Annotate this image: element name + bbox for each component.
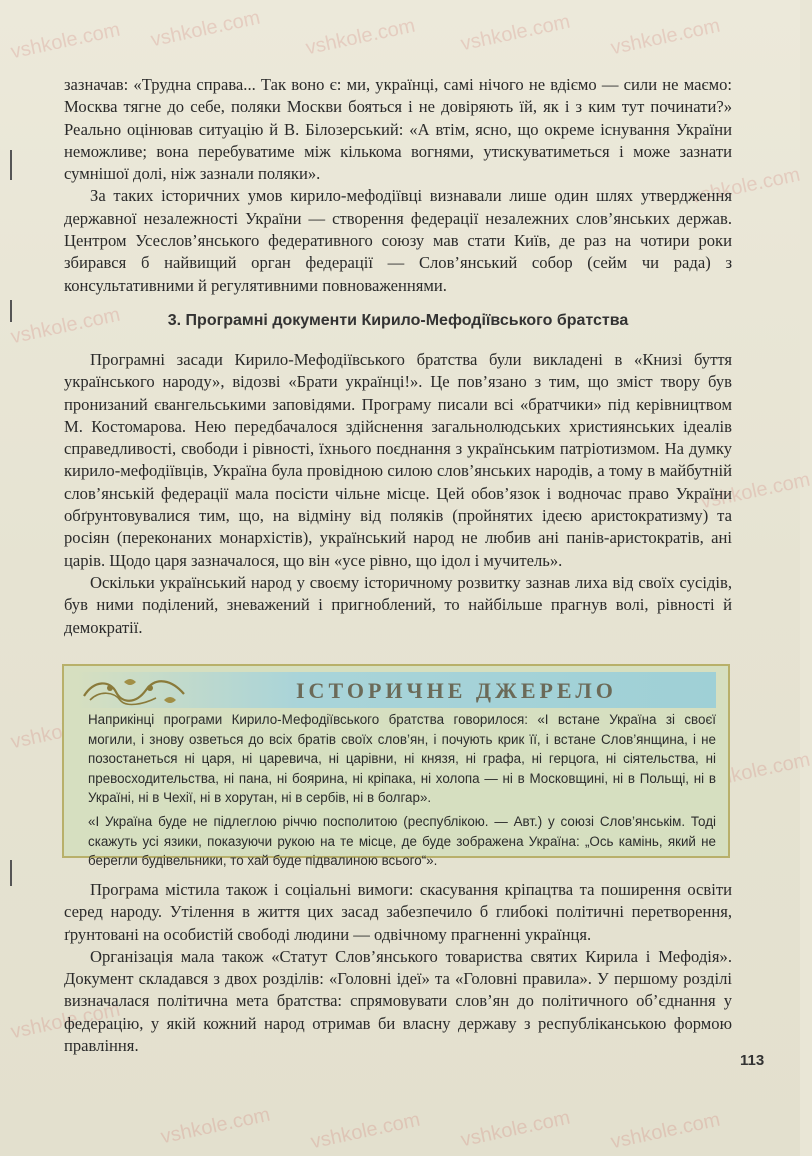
paragraph: зазначав: «Трудна справа... Так воно є: ми, українці, самі нічого не вдіємо — сили не маємо: Москва тягне до себе, поляки Москви бояться і не довіряють їй, як і з ким тут починати?» Реально оцінював ситуацію й В. Білозерський: «А втім, ясно, що окреме існування України неможливе; вона перебуватиме між кількома вогнями, утискуватиметься і може зазнати сумнішої долі, ніж зазнали поляки».: [64, 75, 732, 184]
watermark: vshkole.com: [608, 1108, 723, 1154]
source-quote: «І Україна буде не підлеглою річчю посполитою (республікою. — Авт.) у союзі Слов’янськім. Тоді скажуть усі язики, показуючи рукою на те місце, де буде зображена Україна: „Ось камінь, який не берегли будівельники, то хай буде підвалиною всього“».: [88, 813, 716, 869]
paragraph: Оскільки український народ у своєму історичному розвитку зазнав лиха від своїх сусідів, був ними поділений, зневажений і пригноблений, то найбільше прагнув волі, рівності й демократії.: [64, 572, 732, 637]
paragraph: Програмні засади Кирило-Мефодіївського братства були викладені в «Книзі буття українського народу», відозві «Брати українці!». Це пов’язано з тим, що зміст твору був пронизаний євангельськими заповідями. Програму писали всі «братчики» під керівництвом М. Костомарова. Нею передбачалося здійснення загальнолюдських християнських ідеалів справедливості, свободи і рівності, їхнього поєднання з українським патріотизмом. На думку кирило-мефодіївців, Україна була провідною силою слов’янських народів, а тому в майбутній слов’янській федерації мала посісти чільне місце. Цей обов’язок і водночас право України обґрунтовувалися тим, що, на відміну від поляків (пройнятих ідеєю аристократизму) та росіян (переконаних монархістів), український народ не любив ані панів-аристократів, ані царів. Щодо царя зазначалося, що він «усе рівно, що ідол і мучитель».: [64, 350, 732, 570]
source-title: ІСТОРИЧНЕ ДЖЕРЕЛО: [296, 678, 617, 703]
ornament-icon: [80, 674, 190, 708]
page-edge-mark: [10, 300, 12, 322]
paragraph: За таких історичних умов кирило-мефодіївці визнавали лише один шлях утвердження державної незалежності України — створення федерації незалежних слов’янських держав. Центром Усеслов’янського федеративного союзу мав стати Київ, де раз на чотири роки збирався б найвищий орган федерації — Слов’янський собор (сейм чи рада) з консультативними й регулятивними повноваженнями.: [64, 186, 732, 295]
source-header: [76, 672, 716, 708]
paragraph: Програма містила також і соціальні вимоги: скасування кріпацтва та поширення освіти серед народу. Утілення в життя цих засад забезпечило б глибокі політичні перетворення, ґрунтовані на особистій свободі людини — одвічному прагненні українця.: [64, 880, 732, 944]
page-edge-mark: [10, 150, 12, 180]
watermark: vshkole.com: [8, 18, 123, 64]
text-block-bottom: [64, 879, 732, 1057]
page-number: 113: [740, 1052, 765, 1069]
source-body: [88, 710, 716, 871]
watermark: vshkole.com: [8, 303, 123, 349]
watermark: vshkole.com: [308, 1108, 423, 1154]
text-block-top: [64, 74, 732, 297]
watermark: vshkole.com: [303, 14, 418, 60]
source-quote: Наприкінці програми Кирило-Мефодіївського братства говорилося: «І встане Україна зі своєї могили, і знову озветься до всіх братів своїх слов’ян, і почують крик її, і встане Слов’янщина, і не позостанеться ні царя, ні царевича, ні царівни, ні князя, ні графа, ні герцога, ні сіятельства, ні превосходительства, ні пана, ні боярина, ні кріпака, ні холопа — ні в Московщині, ні в Польщі, ні в Україні, ні в Чехії, ні в хорутан, ні в сербів, ні в болгар».: [88, 712, 716, 806]
page-edge-mark: [10, 860, 12, 886]
historical-source-box: [62, 664, 730, 869]
section-heading: 3. Програмні документи Кирило-Мефодіївського братства: [167, 312, 629, 329]
watermark: vshkole.com: [608, 14, 723, 60]
watermark: vshkole.com: [8, 998, 123, 1044]
watermark: vshkole.com: [688, 163, 803, 209]
watermark: vshkole.com: [458, 10, 573, 56]
watermark: vshkole.com: [698, 748, 812, 794]
watermark: vshkole.com: [148, 6, 263, 52]
text-block-middle: [64, 349, 732, 639]
paragraph: Організація мала також «Статут Слов’янського товариства святих Кирила і Мефодія». Документ складався з двох розділів: «Головні ідеї» та «Головні правила». У першому розділі визначалася політична мета братства: спрямовувати слов’ян до політичного об’єднання у федерацію, у якій кожний народ отримав би власну державу з республіканською формою правління.: [64, 946, 732, 1056]
watermark: vshkole.com: [698, 468, 812, 514]
watermark: vshkole.com: [158, 1103, 273, 1149]
watermark: vshkole.com: [458, 1106, 573, 1152]
